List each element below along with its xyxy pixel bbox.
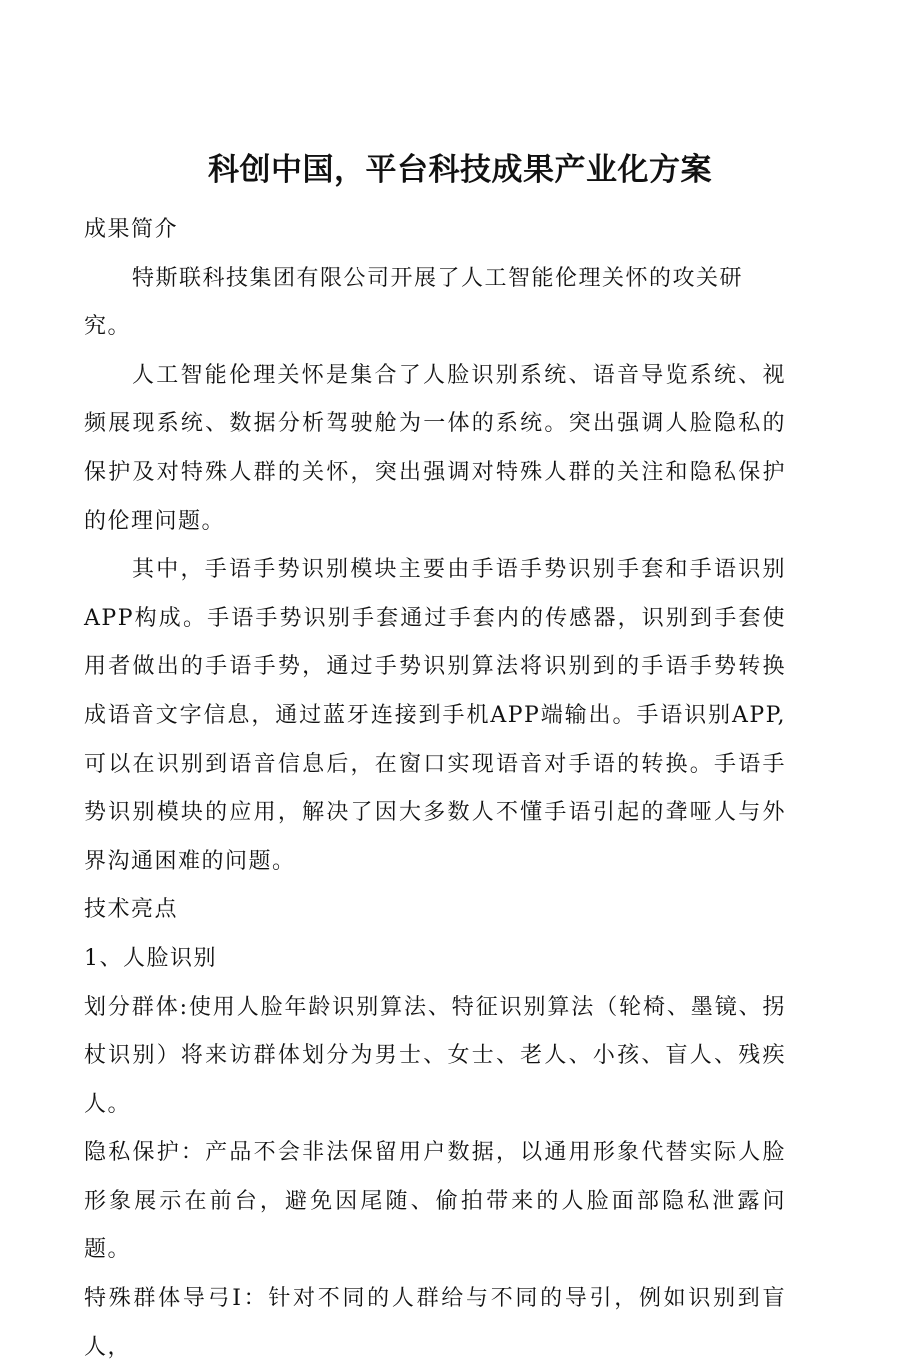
section-heading-highlights: 技术亮点 bbox=[84, 897, 179, 923]
paragraph-privacy-protection: 隐私保护：产品不会非法保留用户数据，以通用形象代替实际人脸形象展示在前台，避免因尾随、偷拍带来的人脸面部隐私泄露问题。 bbox=[84, 1140, 786, 1263]
document-title: 科创中国，平台科技成果产业化方案 bbox=[208, 152, 712, 188]
document-body bbox=[84, 206, 786, 1372]
paragraph-special-guidance: 特殊群体导弓I：针对不同的人群给与不同的导引，例如识别到盲人， bbox=[84, 1286, 786, 1360]
paragraph-summary-3: 其中，手语手势识别模块主要由手语手势识别手套和手语识别APP构成。手语手势识别手套通过手套内的传感器，识别到手套使用者做出的手语手势，通过手势识别算法将识别到的手语手势转换成语音文字信息，通过蓝牙连接到手机APP端输出。手语识别APP,可以在识别到语音信息后，在窗口实现语音对手语的转换。手语手势识别模块的应用，解决了因大多数人不懂手语引起的聋哑人与外界沟通困难的问题。 bbox=[84, 557, 786, 874]
paragraph-summary-1: 特斯联科技集团有限公司开展了人工智能伦理关怀的攻关研究。 bbox=[84, 265, 744, 340]
section-heading-summary: 成果简介 bbox=[84, 217, 179, 242]
paragraph-group-division: 划分群体:使用人脸年龄识别算法、特征识别算法（轮椅、墨镜、拐杖识别）将来访群体划分为男士、女士、老人、小孩、盲人、残疾人。 bbox=[84, 994, 786, 1117]
paragraph-summary-2: 人工智能伦理关怀是集合了人脸识别系统、语音导览系统、视频展现系统、数据分析驾驶舱为一体的系统。突出强调人脸隐私的保护及对特殊人群的关怀，突出强调对特殊人群的关注和隐私保护的伦理问题。 bbox=[84, 362, 786, 534]
subheading-face-recognition: 1、人脸识别 bbox=[84, 945, 217, 971]
